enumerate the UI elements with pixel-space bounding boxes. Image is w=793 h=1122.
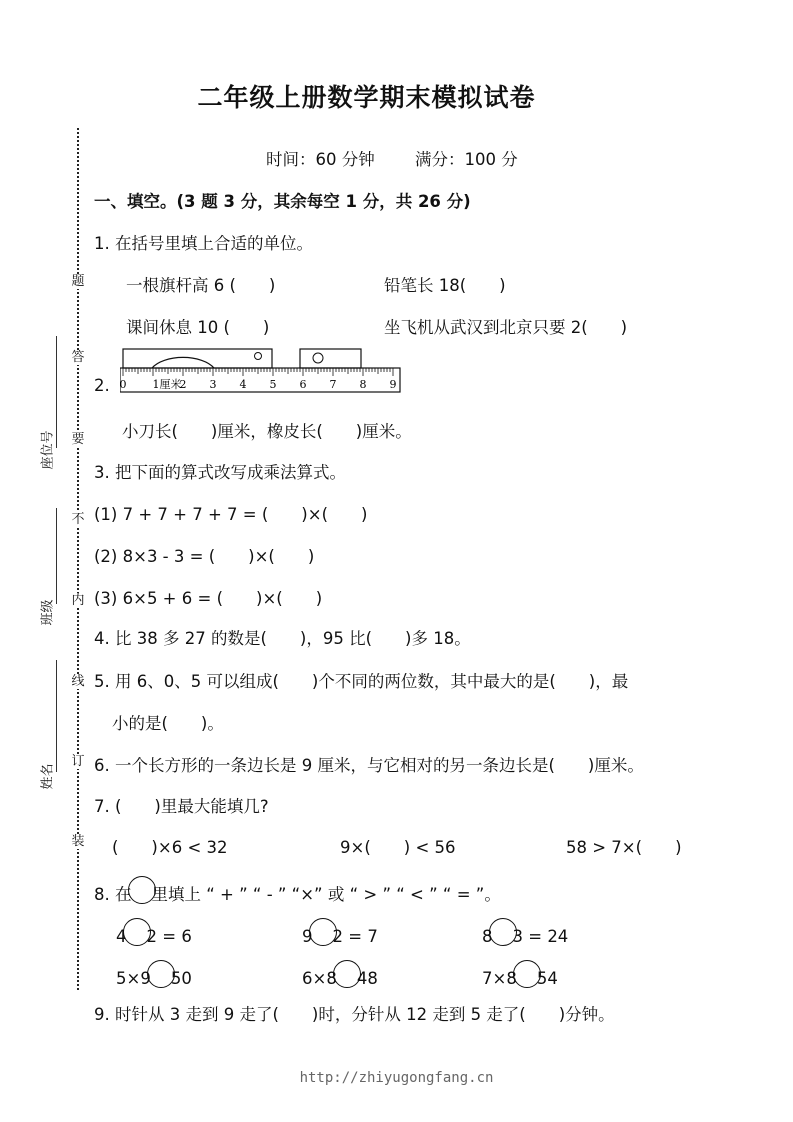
question-1a: 一根旗杆高 6 ( ) (126, 276, 276, 295)
ruler-label: 2 (179, 378, 187, 391)
item-right: 3 = 24 (512, 927, 569, 946)
side-char: 题 (71, 274, 85, 289)
item-right: 2 = 7 (332, 927, 378, 946)
question-1-stem: 1. 在括号里填上合适的单位。 (94, 234, 313, 253)
ruler-label: 4 (239, 378, 247, 391)
item-right: 2 = 6 (146, 927, 192, 946)
ruler-ticks (123, 368, 393, 376)
question-7a: ( )×6 < 32 (112, 838, 228, 857)
side-char: 要 (71, 432, 85, 447)
full-score: 满分：100 分 (415, 150, 518, 169)
question-9: 9. 时针从 3 走到 9 走了( )时，分针从 12 走到 5 走了( )分钟。 (94, 1005, 615, 1024)
item-left: 7×8 (482, 969, 517, 988)
question-8-item (302, 960, 378, 988)
question-3b: (2) 8×3 - 3 = ( )×( ) (94, 547, 315, 566)
ruler-label: 9 (389, 378, 397, 391)
page-title: 二年级上册数学期末模拟试卷 (197, 83, 536, 112)
question-8-post: 里填上 “ + ” “ - ” “×” 或 “ > ” “ < ” “ = ”。 (151, 885, 501, 904)
question-3-stem: 3. 把下面的算式改写成乘法算式。 (94, 463, 346, 482)
binding-dotted-line (77, 128, 79, 990)
eraser-face-icon (313, 353, 323, 363)
question-2-answer: 小刀长( )厘米，橡皮长( )厘米。 (122, 422, 412, 441)
side-char: 订 (71, 754, 85, 769)
class-label: 班级 (40, 599, 56, 626)
item-left: 8 (482, 927, 493, 946)
item-left: 5×9 (116, 969, 151, 988)
ruler-labels (120, 377, 397, 391)
section-heading: 一、填空。(3 题 3 分，其余每空 1 分，共 26 分) (94, 192, 471, 211)
ruler-figure (120, 346, 402, 394)
ruler-label: 6 (299, 378, 307, 391)
side-char: 不 (71, 512, 85, 527)
question-1b: 铅笔长 18( ) (384, 276, 506, 295)
question-7-stem: 7. ( )里最大能填几? (94, 797, 269, 816)
name-label: 姓名 (40, 763, 56, 790)
side-char: 内 (71, 593, 85, 608)
question-6: 6. 一个长方形的一条边长是 9 厘米，与它相对的另一条边长是( )厘米。 (94, 756, 644, 775)
question-8-item (302, 918, 378, 946)
item-left: 4 (116, 927, 127, 946)
item-right: 48 (356, 969, 378, 988)
item-right: 54 (536, 969, 558, 988)
class-line (56, 508, 57, 604)
ruler-label: 3 (209, 378, 217, 391)
question-7c: 58 > 7×( ) (566, 838, 682, 857)
name-line (56, 660, 57, 772)
knife-handle (152, 357, 214, 368)
item-left: 9 (302, 927, 313, 946)
seat-number-line (56, 336, 57, 448)
eraser-shape (300, 349, 361, 368)
ruler-label: 8 (359, 378, 367, 391)
question-4: 4. 比 38 多 27 的数是( )，95 比( )多 18。 (94, 629, 471, 648)
question-2-number: 2. (94, 376, 110, 395)
question-8-item (116, 960, 192, 988)
question-3c: (3) 6×5 + 6 = ( )×( ) (94, 589, 323, 608)
question-5-line1: 5. 用 6、0、5 可以组成( )个不同的两位数，其中最大的是( )，最 (94, 672, 629, 691)
question-8-stem (94, 876, 501, 905)
ruler-label: 7 (329, 378, 337, 391)
question-5-line2: 小的是( )。 (112, 714, 224, 733)
question-1c: 课间休息 10 ( ) (126, 318, 270, 337)
side-char: 答 (71, 350, 85, 365)
exam-time: 时间：60 分钟 (266, 150, 375, 169)
seat-number-label: 座位号 (40, 430, 56, 470)
side-char: 线 (71, 674, 85, 689)
ruler-label: 1厘米 (152, 378, 182, 391)
knife-hole (255, 353, 262, 360)
ruler-label: 0 (120, 378, 127, 391)
question-8-item (482, 960, 558, 988)
ruler-label: 5 (269, 378, 277, 391)
footer-url[interactable]: http://zhiyugongfang.cn (299, 1070, 494, 1086)
item-right: 50 (170, 969, 192, 988)
question-8-item (482, 918, 568, 946)
question-8-pre: 8. 在 (94, 885, 132, 904)
side-char: 装 (71, 834, 85, 849)
question-8-item (116, 918, 192, 946)
item-left: 6×8 (302, 969, 337, 988)
question-1d: 坐飞机从武汉到北京只要 2( ) (384, 318, 628, 337)
question-7b: 9×( ) < 56 (340, 838, 456, 857)
question-3a: (1) 7 + 7 + 7 + 7 = ( )×( ) (94, 505, 368, 524)
